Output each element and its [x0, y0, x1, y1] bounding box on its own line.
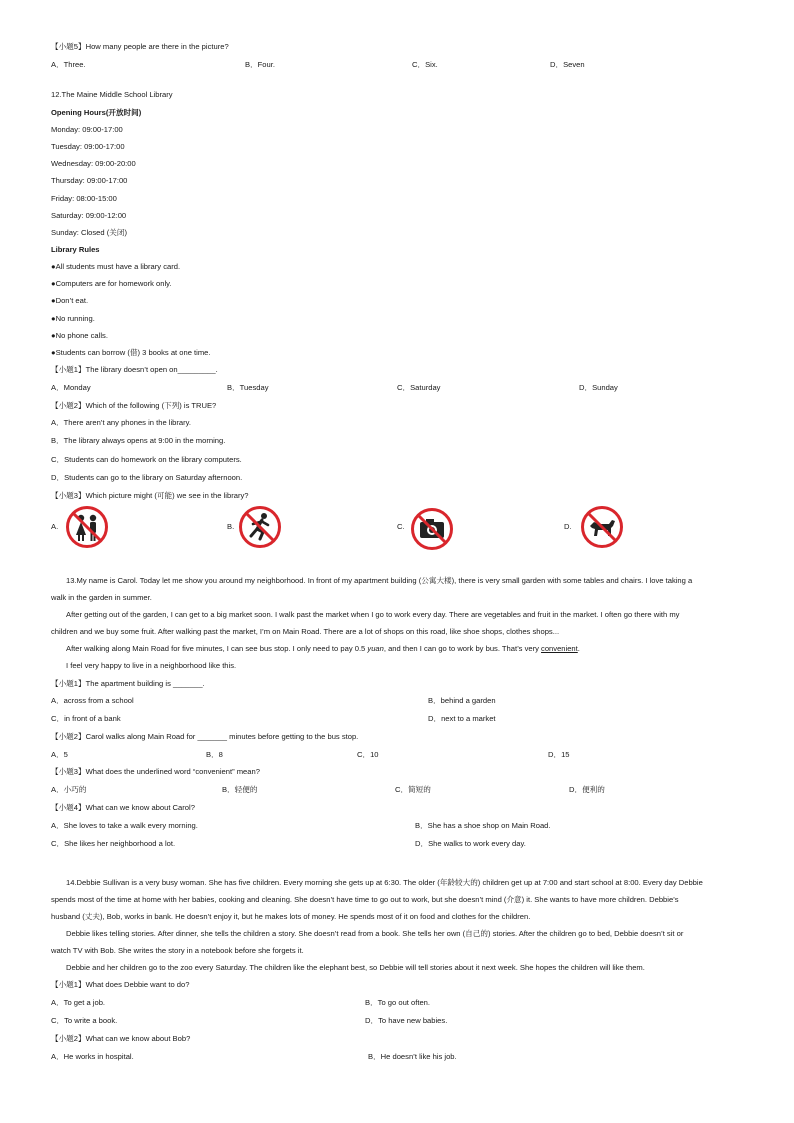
no-dogs-icon [580, 505, 624, 549]
q13-paragraph-1-line-1: 13.My name is Carol. Today let me show you around my neighborhood. In front of my apartment building (公寓大楼), there is very small garden with some tables and chairs. I love taking a [66, 576, 693, 585]
q11-sub5-option-b: B．Four. [245, 60, 275, 69]
q12-rule-1: ●All students must have a library card. [51, 262, 181, 271]
q13-sub3-option-c: C．简短的 [395, 785, 431, 794]
q13-sub2-option-d: D．15 [548, 750, 570, 759]
no-children-icon [65, 505, 109, 549]
q12-sub1-option-d: D．Sunday [579, 383, 618, 392]
q14-paragraph-2-line-2: watch TV with Bob. She writes the story in a notebook before she forgets it. [51, 946, 304, 955]
q12-rule-4: ●No running. [51, 314, 95, 323]
q14-sub2-option-b: B．He doesn’t like his job. [368, 1052, 457, 1061]
q13-sub4-question: 【小题4】What can we know about Carol? [51, 803, 195, 812]
q13-sub2-option-b: B．8 [206, 750, 223, 759]
q12-sub2-option-d: D．Students can go to the library on Saturday afternoon. [51, 473, 243, 482]
q13-paragraph-3-text-1: After walking along Main Road for five minutes, I can see bus stop. I only need to pay 0.5 [66, 644, 368, 653]
q13-paragraph-3-text-2: , and then I can go to work by bus. That’s very [383, 644, 542, 653]
no-camera-icon [410, 507, 454, 551]
q12-sub1-option-a: A．Monday [51, 383, 91, 392]
q11-sub5-question: 【小题5】How many people are there in the picture? [51, 42, 229, 51]
q14-paragraph-1-line-2: spends most of the time at home with her babies, cooking and cleaning. She doesn’t have time to go out to work, but she doesn’t mind (介意) it. She wants to have more children. Debbie’s [51, 895, 679, 904]
q12-hours-tuesday: Tuesday: 09:00-17:00 [51, 142, 125, 151]
q12-rule-6: ●Students can borrow (借) 3 books at one time. [51, 348, 211, 357]
q12-sub1-option-b: B．Tuesday [227, 383, 269, 392]
q12-sub1-option-c: C．Saturday [397, 383, 441, 392]
q14-sub1-option-d: D．To have new babies. [365, 1016, 448, 1025]
q12-sub3-option-b: B. [227, 522, 235, 531]
q12-rule-5: ●No phone calls. [51, 331, 108, 340]
q13-underlined-word: convenient [541, 644, 578, 653]
q14-paragraph-1-line-3: husband (丈夫), Bob, works in bank. He doesn’t enjoy it, but he makes lots of money. He spends most of it on food and clothes for the children. [51, 912, 531, 921]
q12-sub2-option-b: B．The library always opens at 9:00 in the morning. [51, 436, 226, 445]
q13-paragraph-1-line-2: walk in the garden in summer. [51, 593, 152, 602]
q14-sub2-option-a: A．He works in hospital. [51, 1052, 134, 1061]
q14-paragraph-3: Debbie and her children go to the zoo every Saturday. The children like the elephant best, so Debbie will tell stories about it next week. She hopes the children will like them. [66, 963, 645, 972]
q14-sub1-question: 【小题1】What does Debbie want to do? [51, 980, 190, 989]
q12-hours-thursday: Thursday: 09:00-17:00 [51, 176, 128, 185]
q13-sub2-question: 【小题2】Carol walks along Main Road for _______ minutes before getting to the bus stop. [51, 732, 359, 741]
q13-sub1-option-b: B．behind a garden [428, 696, 496, 705]
q12-rules-heading: Library Rules [51, 245, 100, 254]
q12-sub3-option-c: C. [397, 522, 405, 531]
q12-rule-2: ●Computers are for homework only. [51, 279, 172, 288]
q13-sub3-option-b: B．轻便的 [222, 785, 258, 794]
q13-sub3-option-a: A．小巧的 [51, 785, 87, 794]
q14-sub1-option-c: C．To write a book. [51, 1016, 118, 1025]
q13-sub1-option-a: A．across from a school [51, 696, 134, 705]
q14-paragraph-1-line-1: 14.Debbie Sullivan is a very busy woman. She has five children. Every morning she gets up at 6:30. The older (年龄较大的) children get up at 7:00 and start school at 8:00. Every day Debbie [66, 878, 703, 887]
q13-sub1-option-d: D．next to a market [428, 714, 496, 723]
q11-sub5-option-c: C．Six. [412, 60, 438, 69]
q12-sub3-option-a: A. [51, 522, 59, 531]
q13-sub3-option-d: D．便利的 [569, 785, 605, 794]
q13-sub4-option-d: D．She walks to work every day. [415, 839, 526, 848]
q13-sub4-option-c: C．She likes her neighborhood a lot. [51, 839, 176, 848]
q13-yuan-italic: yuan [367, 644, 384, 653]
q12-sub3-option-d: D. [564, 522, 572, 531]
q12-sub1-question: 【小题1】The library doesn’t open on_________. [51, 365, 218, 374]
q12-sub2-question: 【小题2】Which of the following (下列) is TRUE? [51, 401, 217, 410]
q12-hours-wednesday: Wednesday: 09:00-20:00 [51, 159, 136, 168]
q13-paragraph-2-line-2: children and we buy some fruit. After walking past the market, I’m on Main Road. There are a lot of shops on this road, like shoe shops, clothes shops... [51, 627, 560, 636]
q12-rule-3: ●Don’t eat. [51, 296, 89, 305]
q13-sub2-option-a: A．5 [51, 750, 68, 759]
q12-sub2-option-c: C．Students can do homework on the library computers. [51, 455, 242, 464]
q13-sub2-option-c: C．10 [357, 750, 379, 759]
q12-hours-heading: Opening Hours(开放时间) [51, 108, 142, 117]
q14-sub1-option-b: B．To go out often. [365, 998, 431, 1007]
q14-sub2-question: 【小题2】What can we know about Bob? [51, 1034, 191, 1043]
q12-hours-monday: Monday: 09:00-17:00 [51, 125, 123, 134]
q11-sub5-option-d: D．Seven [550, 60, 585, 69]
q13-paragraph-3 [66, 645, 580, 653]
q12-hours-friday: Friday: 08:00-15:00 [51, 194, 117, 203]
q13-paragraph-2-line-1: After getting out of the garden, I can get to a big market soon. I walk past the market when I go to work every day. There are vegetables and fruit in the market. I often go there with my [66, 610, 680, 619]
q12-hours-sunday: Sunday: Closed (关闭) [51, 228, 127, 237]
q13-paragraph-3-text-3: . [577, 644, 580, 653]
q13-sub1-option-c: C．in front of a bank [51, 714, 121, 723]
q14-sub1-option-a: A．To get a job. [51, 998, 106, 1007]
q13-sub4-option-b: B．She has a shoe shop on Main Road. [415, 821, 551, 830]
q14-paragraph-2-line-1: Debbie likes telling stories. After dinner, she tells the children a story. She doesn’t read from a book. She tells her own (自己的) stories. After the children go to bed, Debbie doesn’t sit or [66, 929, 684, 938]
q13-paragraph-4: I feel very happy to live in a neighborhood like this. [66, 661, 237, 670]
no-running-icon [238, 505, 282, 549]
q12-title: 12.The Maine Middle School Library [51, 90, 173, 99]
q12-sub3-question: 【小题3】Which picture might (可能) we see in the library? [51, 491, 249, 500]
q13-sub1-question: 【小题1】The apartment building is _______. [51, 679, 205, 688]
q12-sub2-option-a: A．There aren’t any phones in the library. [51, 418, 191, 427]
q13-sub4-option-a: A．She loves to take a walk every morning. [51, 821, 198, 830]
q12-hours-saturday: Saturday: 09:00-12:00 [51, 211, 127, 220]
q13-sub3-question: 【小题3】What does the underlined word “convenient” mean? [51, 767, 260, 776]
q11-sub5-option-a: A．Three. [51, 60, 86, 69]
